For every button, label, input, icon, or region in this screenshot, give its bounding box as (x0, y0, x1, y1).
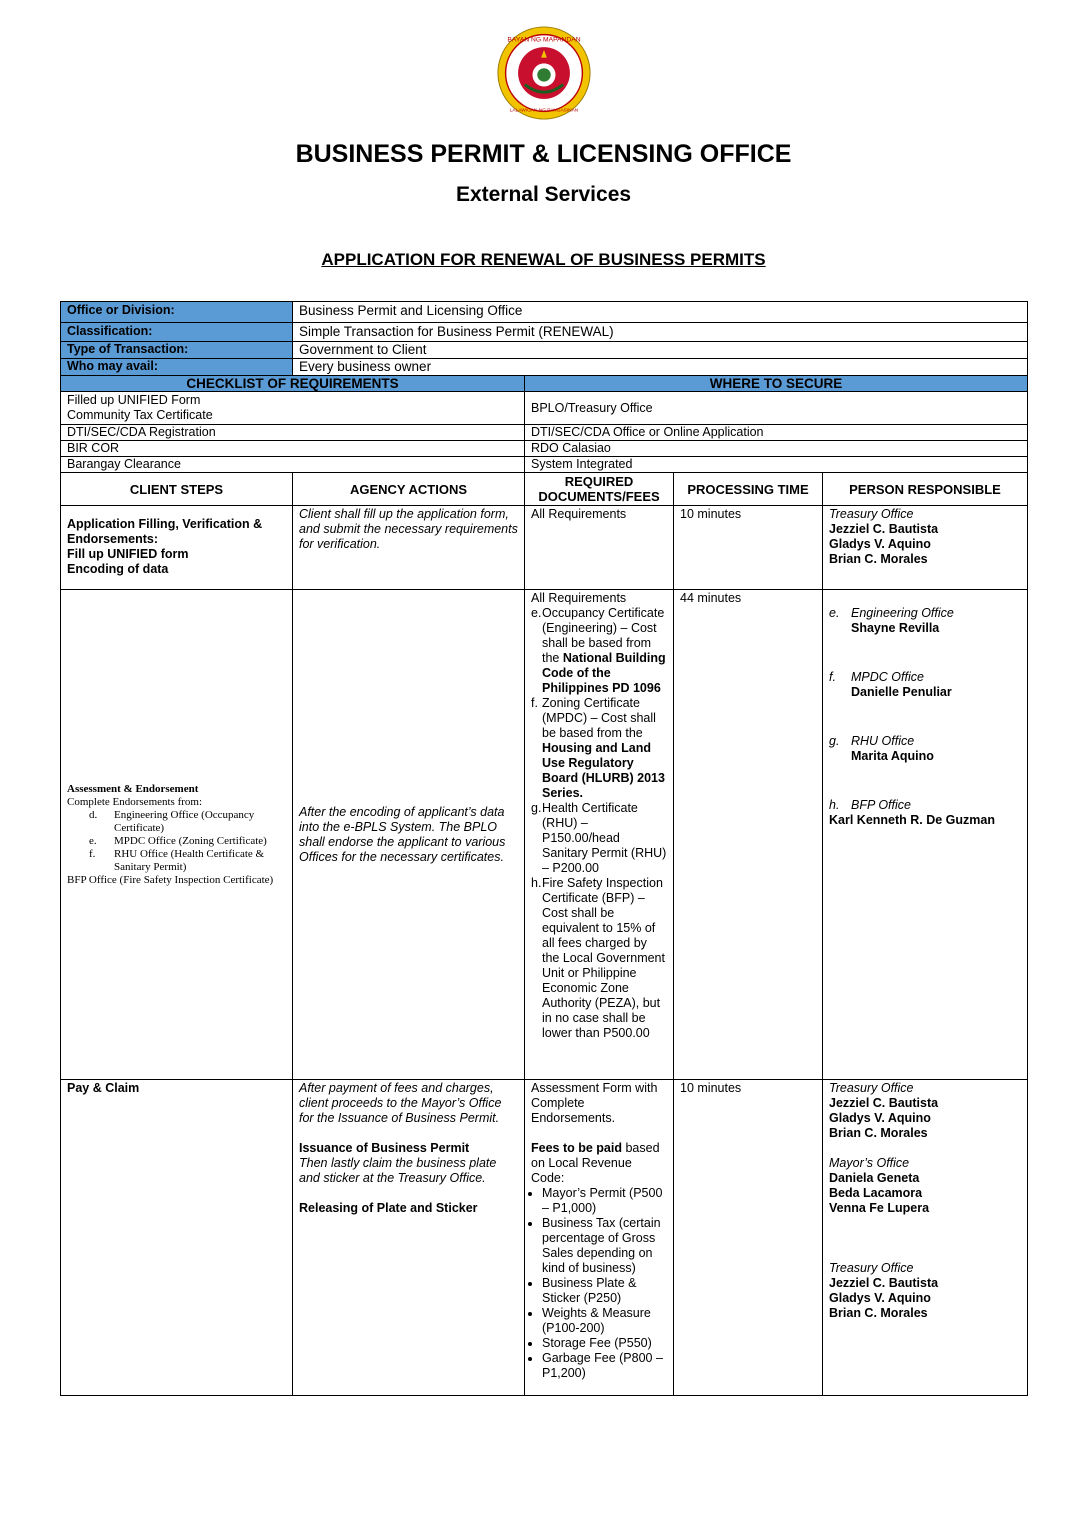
person-name: Gladys V. Aquino (829, 537, 931, 551)
requirement-row (61, 392, 1028, 425)
docs-item: g. Health Certificate (RHU) – P150.00/head Sanitary Permit (RHU) – P200.00 (531, 801, 667, 875)
page-subtitle: External Services (455, 183, 632, 206)
citizens-charter-table (60, 301, 1028, 1396)
client-step: Pay & Claim (61, 1080, 293, 1396)
required-documents (525, 1080, 674, 1396)
required-documents (525, 590, 674, 1080)
office-name: Treasury Office (829, 1081, 914, 1095)
info-label: Who may avail: (61, 359, 293, 376)
person-name: Jezziel C. Bautista (829, 1276, 939, 1290)
step-row (61, 1080, 1028, 1396)
client-step-item: f. RHU Office (Health Certificate & Sanitary Permit) (89, 847, 265, 873)
person-name: Venna Fe Lupera (829, 1201, 930, 1215)
person-name: Gladys V. Aquino (829, 1111, 931, 1125)
docs-list (531, 606, 667, 1041)
office-group (829, 1156, 1021, 1216)
fee-item: • Business Plate & Sticker (P250) (542, 1276, 667, 1306)
person-name: Danielle Penuliar (851, 685, 952, 699)
client-step-line: BFP Office (Fire Safety Inspection Certificate) (67, 873, 274, 886)
fee-item: • Weights & Measure (P100-200) (542, 1306, 667, 1336)
fee-item: • Mayor’s Permit (P500 – P1,000) (542, 1186, 667, 1216)
docs-item: e. Occupancy Certificate (Engineering) – Cost shall be based from the National Building Code of the Philippines PD 1096 (531, 606, 666, 695)
service-title: APPLICATION FOR RENEWAL OF BUSINESS PERMITS (321, 250, 766, 269)
office-group: h. BFP Office Karl Kenneth R. De Guzman (829, 798, 1021, 828)
requirement-item: Barangay Clearance (61, 457, 525, 473)
person-responsible (823, 1080, 1028, 1396)
requirement-item: DTI/SEC/CDA Registration (61, 425, 525, 441)
office-name: Engineering Office (851, 606, 954, 620)
fee-item: • Business Tax (certain percentage of Gross Sales depending on kind of business) (542, 1216, 667, 1276)
info-label: Classification: (61, 323, 293, 342)
checklist-header-row (61, 376, 1028, 392)
client-step-title: Assessment & Endorsement (67, 782, 199, 795)
person-name: Marita Aquino (851, 749, 934, 763)
agency-action-title: Releasing of Plate and Sticker (299, 1201, 478, 1215)
processing-time: 10 minutes (674, 1080, 823, 1396)
client-step-line: Fill up UNIFIED form (67, 547, 189, 561)
office-name: Treasury Office (829, 1261, 914, 1275)
agency-action-text: After payment of fees and charges, client proceeds to the Mayor’s Office for the Issuance of Business Permit. (299, 1081, 502, 1125)
docs-heading: Assessment Form with Complete Endorsements. (531, 1081, 658, 1125)
client-step-item: e. MPDC Office (Zoning Certificate) (89, 834, 267, 847)
info-label: Office or Division: (61, 302, 293, 323)
client-step-item: d. Engineering Office (Occupancy Certificate) (89, 808, 255, 834)
office-name: RHU Office (851, 734, 915, 748)
info-value: Every business owner (293, 359, 1028, 376)
docs-item: h. Fire Safety Inspection Certificate (BFP) – Cost shall be equivalent to 15% of all fees charged by the Local Government Unit or Philippine Economic Zone Authority (PEZA), but in no case shall be lower than P500.00 (531, 876, 665, 1040)
step-row (61, 506, 1028, 590)
person-responsible (823, 590, 1028, 1080)
client-step (61, 590, 293, 1080)
office-group: g. RHU Office Marita Aquino (829, 734, 1021, 764)
fee-item: • Storage Fee (P550) (542, 1336, 667, 1351)
person-name: Karl Kenneth R. De Guzman (829, 813, 995, 827)
person-name: Brian C. Morales (829, 552, 928, 566)
person-name: Brian C. Morales (829, 1306, 928, 1320)
client-step-line: Encoding of data (67, 562, 169, 576)
requirement-row (61, 441, 1028, 457)
steps-header-row (61, 473, 1028, 506)
office-group (829, 1261, 1021, 1321)
requirement-source: BPLO/Treasury Office (525, 392, 1028, 425)
checklist-header: CHECKLIST OF REQUIREMENTS (61, 376, 525, 392)
office-name: BFP Office (851, 798, 911, 812)
col-required-documents: REQUIRED DOCUMENTS/FEES (525, 473, 674, 506)
office-name: Treasury Office (829, 507, 914, 521)
requirement-row (61, 425, 1028, 441)
info-row (61, 359, 1028, 376)
info-row (61, 302, 1028, 323)
info-value: Business Permit and Licensing Office (293, 302, 1028, 323)
person-responsible (823, 506, 1028, 590)
docs-heading: All Requirements (531, 591, 627, 605)
person-name: Beda Lacamora (829, 1186, 923, 1200)
info-row (61, 323, 1028, 342)
col-processing-time: PROCESSING TIME (674, 473, 823, 506)
requirement-item (61, 392, 525, 425)
person-name: Shayne Revilla (851, 621, 940, 635)
col-agency-actions: AGENCY ACTIONS (293, 473, 525, 506)
col-person-responsible: PERSON RESPONSIBLE (823, 473, 1028, 506)
fee-item: • Garbage Fee (P800 – P1,200) (542, 1351, 667, 1381)
person-name: Jezziel C. Bautista (829, 1096, 939, 1110)
office-name: MPDC Office (851, 670, 924, 684)
client-step (61, 506, 293, 590)
requirement-source: DTI/SEC/CDA Office or Online Application (525, 425, 1028, 441)
agency-action: After the encoding of applicant’s data into the e-BPLS System. The BPLO shall endorse the applicant to various Offices for the necessary certificates. (293, 590, 525, 1080)
fees-list (531, 1186, 667, 1381)
office-group (829, 1081, 1021, 1141)
info-value: Simple Transaction for Business Permit (RENEWAL) (293, 323, 1028, 342)
agency-action-title: Issuance of Business Permit (299, 1141, 470, 1155)
info-row (61, 342, 1028, 359)
agency-action (293, 1080, 525, 1396)
processing-time: 10 minutes (674, 506, 823, 590)
person-name: Jezziel C. Bautista (829, 522, 939, 536)
agency-action: Client shall fill up the application form, and submit the necessary requirements for verification. (293, 506, 525, 590)
agency-action-text: Then lastly claim the business plate and sticker at the Treasury Office. (299, 1156, 497, 1185)
info-label: Type of Transaction: (61, 342, 293, 359)
svg-text:BAYAN NG MAPANDAN: BAYAN NG MAPANDAN (507, 36, 581, 44)
requirement-item: BIR COR (61, 441, 525, 457)
fees-intro: Fees to be paid based on Local Revenue Code: (531, 1141, 660, 1185)
docs-item: f. Zoning Certificate (MPDC) – Cost shall be based from the Housing and Land Use Regulatory Board (HLURB) 2013 Series. (531, 696, 665, 800)
required-documents: All Requirements (525, 506, 674, 590)
municipal-seal-logo (496, 25, 592, 121)
info-value: Government to Client (293, 342, 1028, 359)
office-group: f. MPDC Office Danielle Penuliar (829, 670, 1021, 700)
page-title: BUSINESS PERMIT & LICENSING OFFICE (295, 140, 792, 168)
where-to-secure-header: WHERE TO SECURE (525, 376, 1028, 392)
client-step-line: Complete Endorsements from: (67, 795, 203, 808)
requirement-row (61, 457, 1028, 473)
person-name: Brian C. Morales (829, 1126, 928, 1140)
client-step-title: Application Filling, Verification & Endorsements: (67, 517, 263, 546)
requirement-item-2: Community Tax Certificate (67, 408, 213, 422)
requirement-item-1: Filled up UNIFIED Form (67, 393, 201, 407)
person-name: Gladys V. Aquino (829, 1291, 931, 1305)
requirement-source: System Integrated (525, 457, 1028, 473)
col-client-steps: CLIENT STEPS (61, 473, 293, 506)
svg-text:LALAWIGAN NG PANGASINAN: LALAWIGAN NG PANGASINAN (509, 108, 579, 114)
office-name: Mayor’s Office (829, 1156, 910, 1170)
requirement-source: RDO Calasiao (525, 441, 1028, 457)
processing-time: 44 minutes (674, 590, 823, 1080)
person-name: Daniela Geneta (829, 1171, 920, 1185)
office-group: e. Engineering Office Shayne Revilla (829, 606, 1021, 636)
step-row (61, 590, 1028, 1080)
